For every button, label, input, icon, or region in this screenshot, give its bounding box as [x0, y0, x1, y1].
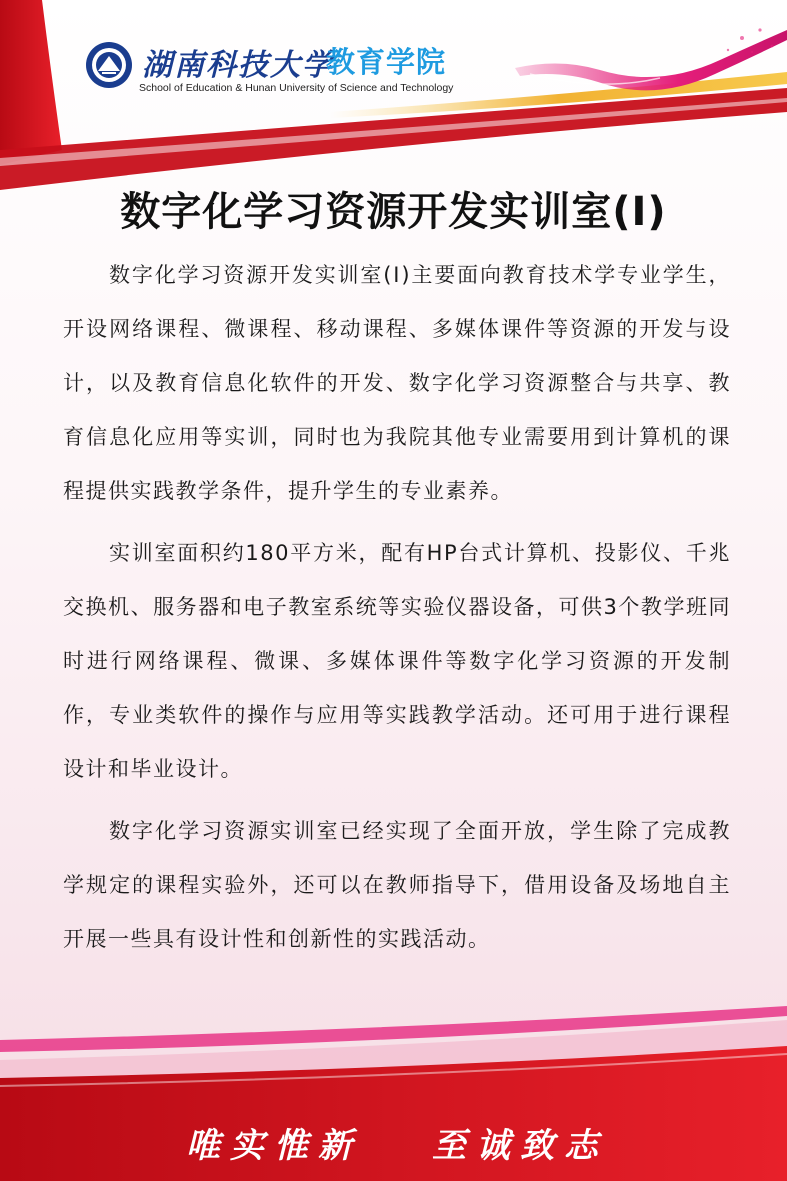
english-school-name: School of Education & Hunan University of Science and Technology	[139, 82, 454, 94]
body-text	[63, 248, 731, 974]
school-name: 教育学院	[326, 45, 447, 79]
slogan-right: 至诚致志	[432, 1126, 608, 1166]
paragraph: 实训室面积约180平方米，配有HP台式计算机、投影仪、千兆交换机、服务器和电子教室系统等实验仪器设备，可供3个教学班同时进行网络课程、微课、多媒体课件等数字化学习资源的开发制作，专业类软件的操作与应用等实践教学活动。还可用于进行课程设计和毕业设计。	[63, 541, 731, 781]
paragraph: 数字化学习资源实训室已经实现了全面开放，学生除了完成教学规定的课程实验外，还可以在教师指导下，借用设备及场地自主开展一些具有设计性和创新性的实践活动。	[63, 819, 731, 951]
university-logo-text: 湖南科技大学	[142, 48, 334, 83]
top-left-red-wedge	[0, 0, 62, 165]
paragraph: 数字化学习资源开发实训室(Ⅰ)主要面向教育技术学专业学生，开设网络课程、微课程、移动课程、多媒体课件等资源的开发与设计，以及教育信息化软件的开发、数字化学习资源整合与共享、教育信息化应用等实训，同时也为我院其他专业需要用到计算机的课程提供实践教学条件，提升学生的专业素养。	[63, 263, 731, 503]
university-emblem-icon	[84, 40, 134, 90]
slogan-left: 唯实惟新	[186, 1126, 362, 1166]
page-title: 数字化学习资源开发实训室(Ⅰ)	[120, 189, 667, 235]
top-red-band	[0, 88, 787, 190]
